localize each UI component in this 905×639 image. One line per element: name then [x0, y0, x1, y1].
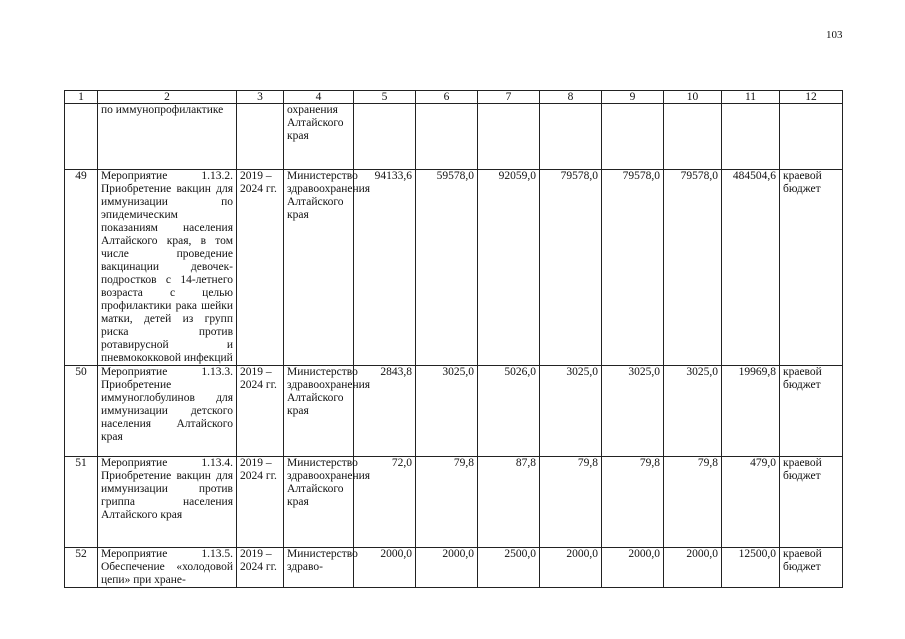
period: 2019 – 2024 гг.: [237, 548, 284, 588]
measure-name: Мероприятие 1.13.5. Обеспечение «холодовой цепи» при хране-: [98, 548, 237, 588]
row-number: 50: [65, 366, 98, 457]
table-row: [65, 366, 843, 457]
value-col-5: 2000,0: [354, 548, 416, 588]
value-col-11: 484504,6: [722, 170, 780, 366]
value-col-9: 79578,0: [602, 170, 664, 366]
value-col-10: 79578,0: [664, 170, 722, 366]
value-col-11: 19969,8: [722, 366, 780, 457]
value-col-6: 2000,0: [416, 548, 478, 588]
executor: Министерство здраво-: [284, 548, 354, 588]
value-col-8: 79578,0: [540, 170, 602, 366]
value-col-5: 72,0: [354, 457, 416, 548]
value-col-6: 79,8: [416, 457, 478, 548]
column-header: 4: [284, 91, 354, 104]
column-header: 7: [478, 91, 540, 104]
executor: Министерство здравоохранения Алтайского края: [284, 170, 354, 366]
value-col-9: [602, 104, 664, 170]
value-col-9: 3025,0: [602, 366, 664, 457]
value-col-8: [540, 104, 602, 170]
row-number: [65, 104, 98, 170]
funding-source: [780, 104, 843, 170]
measure-name: Мероприятие 1.13.3. Приобретение иммуноглобулинов для иммунизации детского населения Алтайского края: [98, 366, 237, 457]
funding-source: краевой бюджет: [780, 548, 843, 588]
value-col-10: 2000,0: [664, 548, 722, 588]
value-col-6: 3025,0: [416, 366, 478, 457]
funding-source: краевой бюджет: [780, 170, 843, 366]
measure-name: Мероприятие 1.13.2. Приобретение вакцин для иммунизации по эпидемическим показаниям населения Алтайского края, в том числе проведение вакцинации девочек-подростков с 14-летнего возраста с целью профилактики рака шейки матки, детей из групп риска против ротавирусной и пневмококковой инфекций: [98, 170, 237, 366]
executor: Министерство здравоохранения Алтайского края: [284, 366, 354, 457]
value-col-10: 3025,0: [664, 366, 722, 457]
column-header: 1: [65, 91, 98, 104]
table-header-row: [65, 91, 843, 104]
funding-source: краевой бюджет: [780, 457, 843, 548]
row-number: 51: [65, 457, 98, 548]
column-header: 8: [540, 91, 602, 104]
period: [237, 104, 284, 170]
column-header: 9: [602, 91, 664, 104]
column-header: 3: [237, 91, 284, 104]
table-row: [65, 548, 843, 588]
column-header: 6: [416, 91, 478, 104]
value-col-6: [416, 104, 478, 170]
table-row: [65, 104, 843, 170]
column-header: 10: [664, 91, 722, 104]
program-measures-table: [64, 90, 843, 588]
value-col-11: 12500,0: [722, 548, 780, 588]
column-header: 11: [722, 91, 780, 104]
executor: Министерство здравоохранения Алтайского края: [284, 457, 354, 548]
table-row: [65, 457, 843, 548]
value-col-8: 79,8: [540, 457, 602, 548]
value-col-7: 2500,0: [478, 548, 540, 588]
row-number: 52: [65, 548, 98, 588]
table-row: [65, 170, 843, 366]
value-col-5: 94133,6: [354, 170, 416, 366]
measure-name: по иммунопрофилактике: [98, 104, 237, 170]
column-header: 12: [780, 91, 843, 104]
value-col-10: [664, 104, 722, 170]
value-col-11: [722, 104, 780, 170]
column-header: 5: [354, 91, 416, 104]
value-col-6: 59578,0: [416, 170, 478, 366]
value-col-8: 3025,0: [540, 366, 602, 457]
value-col-7: 5026,0: [478, 366, 540, 457]
executor: охранения Алтайского края: [284, 104, 354, 170]
funding-source: краевой бюджет: [780, 366, 843, 457]
measure-name: Мероприятие 1.13.4. Приобретение вакцин для иммунизации против гриппа населения Алтайского края: [98, 457, 237, 548]
value-col-11: 479,0: [722, 457, 780, 548]
value-col-9: 2000,0: [602, 548, 664, 588]
value-col-9: 79,8: [602, 457, 664, 548]
value-col-7: 92059,0: [478, 170, 540, 366]
value-col-7: [478, 104, 540, 170]
value-col-10: 79,8: [664, 457, 722, 548]
period: 2019 – 2024 гг.: [237, 170, 284, 366]
value-col-8: 2000,0: [540, 548, 602, 588]
value-col-7: 87,8: [478, 457, 540, 548]
row-number: 49: [65, 170, 98, 366]
value-col-5: [354, 104, 416, 170]
page-number: 103: [826, 29, 843, 41]
value-col-5: 2843,8: [354, 366, 416, 457]
period: 2019 – 2024 гг.: [237, 366, 284, 457]
period: 2019 – 2024 гг.: [237, 457, 284, 548]
column-header: 2: [98, 91, 237, 104]
